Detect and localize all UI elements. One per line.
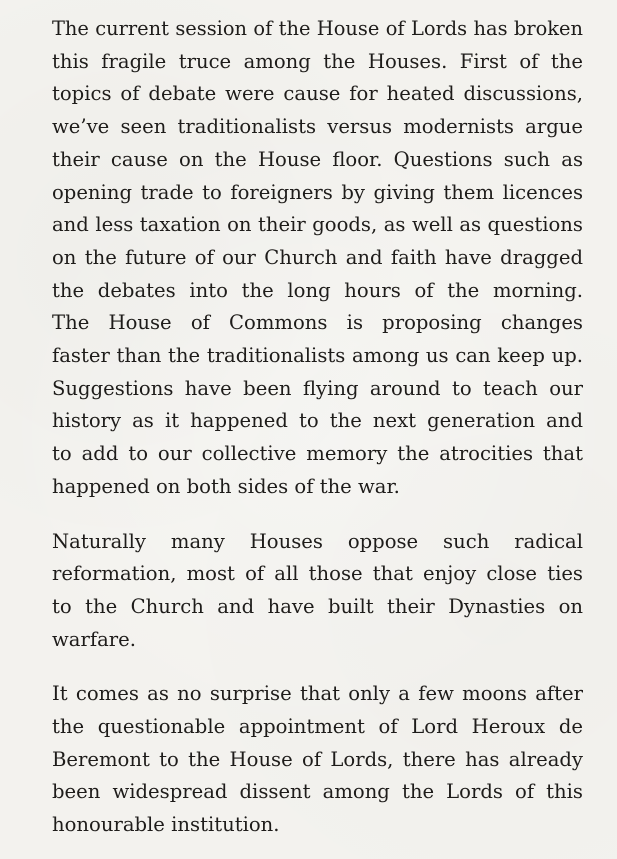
text-line: the debates into the long hours of the morning. bbox=[52, 278, 583, 302]
text-line: reformation, most of all those that enjoy close ties bbox=[52, 562, 583, 586]
text-line: warfare. bbox=[52, 627, 136, 651]
text-line: Beremont to the House of Lords, there has already bbox=[52, 747, 583, 771]
text-line: faster than the traditionalists among us can keep up. bbox=[52, 344, 583, 368]
text-line: honourable institution. bbox=[52, 813, 280, 837]
paragraph-spacer bbox=[52, 656, 583, 678]
text-line: their cause on the House floor. Questions such as bbox=[52, 147, 583, 171]
paragraph-1 bbox=[52, 13, 583, 504]
text-line: It comes as no surprise that only a few moons after bbox=[52, 682, 583, 706]
paragraph-2 bbox=[52, 526, 583, 657]
text-line: been widespread dissent among the Lords of this bbox=[52, 780, 583, 804]
text-line: the questionable appointment of Lord Heroux de bbox=[52, 715, 583, 739]
paragraph-3 bbox=[52, 678, 583, 842]
text-line: Suggestions have been flying around to teach our bbox=[52, 376, 583, 400]
article-body bbox=[52, 13, 583, 842]
text-line: this fragile truce among the Houses. First of the bbox=[52, 49, 583, 73]
text-line: history as it happened to the next generation and bbox=[52, 409, 583, 433]
text-line: happened on both sides of the war. bbox=[52, 474, 400, 498]
text-line: opening trade to foreigners by giving them licences bbox=[52, 180, 583, 204]
text-line: on the future of our Church and faith have dragged bbox=[52, 245, 583, 269]
text-line: The current session of the House of Lords has broken bbox=[52, 17, 583, 40]
text-line: and less taxation on their goods, as well as questions bbox=[52, 213, 583, 237]
text-line: The House of Commons is proposing changes bbox=[52, 311, 583, 335]
text-line: to the Church and have built their Dynasties on bbox=[52, 594, 583, 618]
text-line: we’ve seen traditionalists versus modernists argue bbox=[52, 115, 583, 139]
text-line: to add to our collective memory the atrocities that bbox=[52, 442, 583, 466]
text-line: Naturally many Houses oppose such radical bbox=[52, 529, 583, 553]
paragraph-spacer bbox=[52, 504, 583, 526]
text-line: topics of debate were cause for heated discussions, bbox=[52, 82, 583, 106]
